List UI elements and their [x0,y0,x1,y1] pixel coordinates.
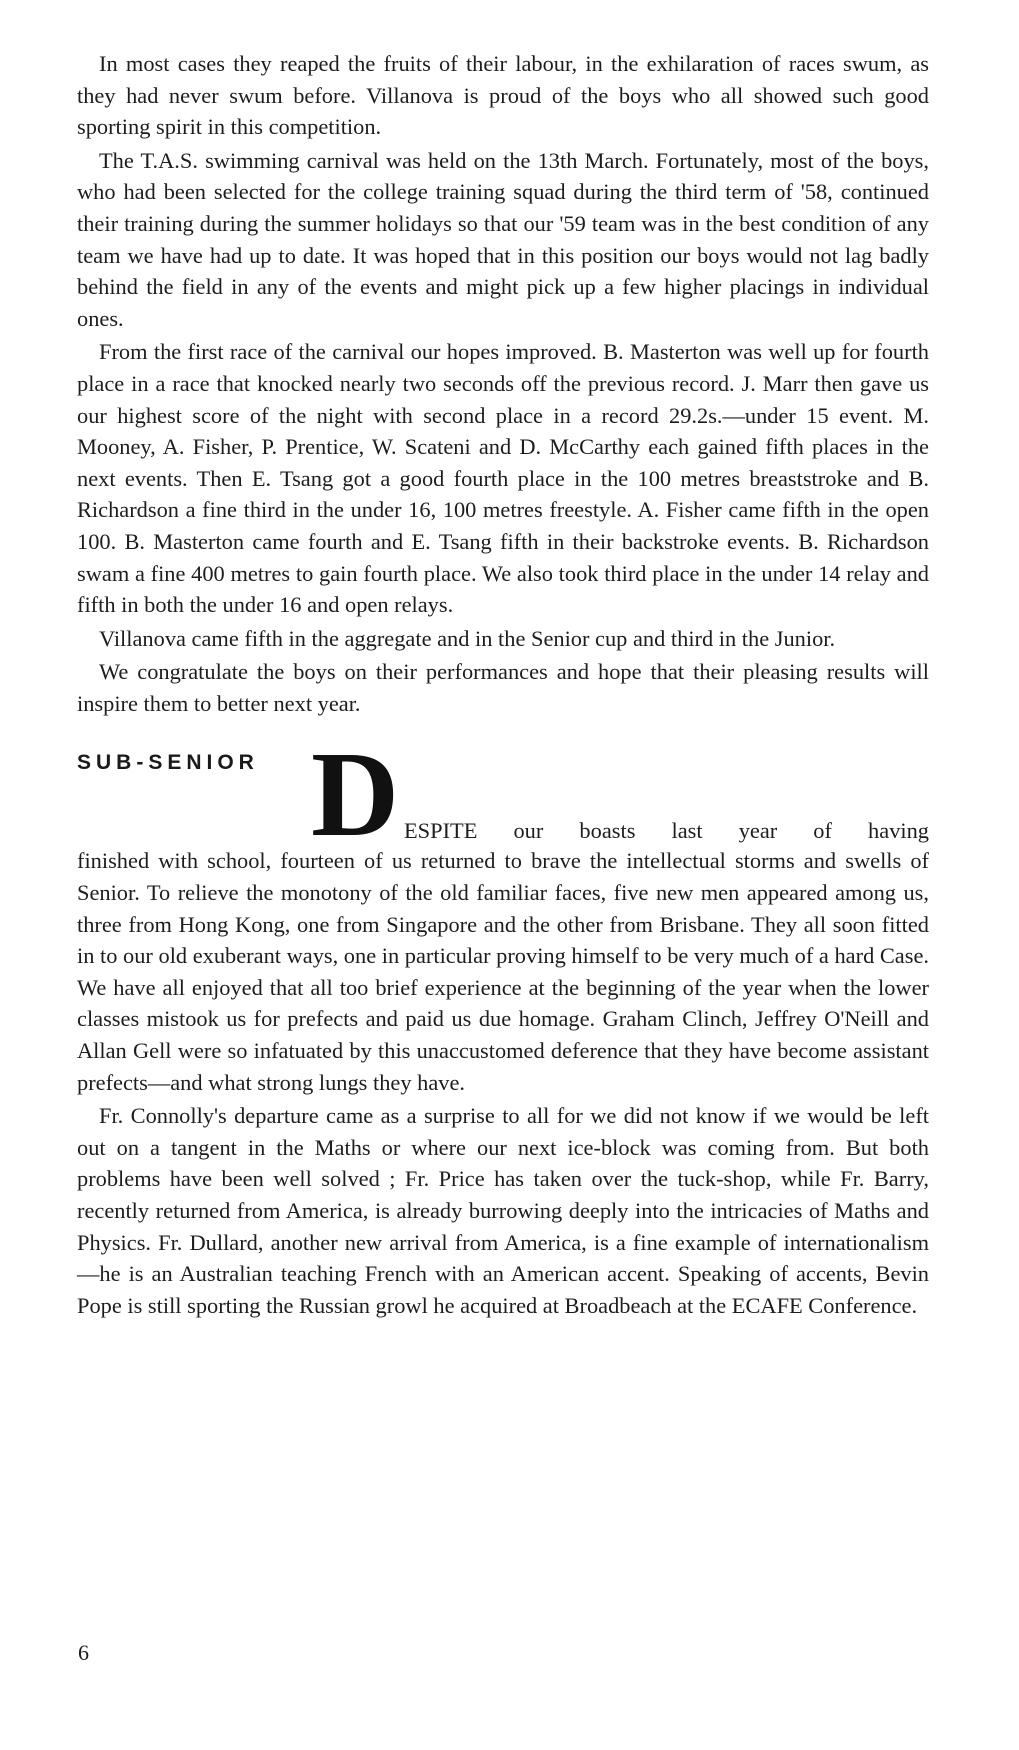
swimming-paragraph-5: We congratulate the boys on their performances and hope that their pleasing results will inspire them to better next year. [77,659,929,716]
swimming-paragraph-2: The T.A.S. swimming carnival was held on the 13th March. Fortunately, most of the boys, who had been selected for the college training squad during the third term of '58, continued their training during the summer holidays so that our '59 team was in the best condition of any team we have had up to date. It was hoped that in this position our boys would not lag badly behind the field in any of the events and might pick up a few higher placings in individual ones. [77,147,929,331]
swimming-paragraph-1: In most cases they reaped the fruits of their labour, in the exhilaration of races swum, as they had never swum before. Villanova is proud of the boys who all showed such good sporting spirit in this competition. [77,51,929,140]
drop-cap-line [77,727,929,863]
sub-senior-section [77,727,929,1321]
drop-cap-first-line: ESPITE our boasts last year of having [404,818,929,844]
page-number: 6 [78,1640,89,1665]
section-heading: SUB-SENIOR [77,751,259,775]
sub-senior-paragraph-2: Fr. Connolly's departure came as a surprise to all for we did not know if we would be left out on a tangent in the Maths or where our next ice-block was coming from. But both problems have been well solved ; Fr. Price has taken over the tuck-shop, while Fr. Barry, recently returned from America, is already burrowing deeply into the intricacies of Maths and Physics. Fr. Dullard, another new arrival from America, is a fine example of internationalism—he is an Australian teaching French with an American accent. Speaking of accents, Bevin Pope is still sporting the Russian growl he acquired at Broadbeach at the ECAFE Conference. [77,1103,929,1318]
swimming-paragraph-4: Villanova came fifth in the aggregate and in the Senior cup and third in the Junior. [99,625,836,651]
drop-cap: D [311,727,400,863]
document-page [77,48,929,1323]
sub-senior-paragraph-1: finished with school, fourteen of us returned to brave the intellectual storms and swells of Senior. To relieve the monotony of the old familiar faces, five new men appeared among us, three from Hong Kong, one from Singapore and the other from Brisbane. They all soon fitted in to our old exuberant ways, one in particular proving himself to be very much of a hard Case. We have all enjoyed that all too brief experience at the beginning of the year when the lower classes mistook us for prefects and paid us due homage. Graham Clinch, Jeffrey O'Neill and Allan Gell were so infatuated by this unaccustomed deference that they have become assistant prefects—and what strong lungs they have. [77,848,929,1095]
swimming-paragraph-3: From the first race of the carnival our hopes improved. B. Masterton was well up for fourth place in a race that knocked nearly two seconds off the previous record. J. Marr then gave us our highest score of the night with second place in a record 29.2s.—under 15 event. M. Mooney, A. Fisher, P. Prentice, W. Scateni and D. McCarthy each gained fifth places in the next events. Then E. Tsang got a good fourth place in the 100 metres breaststroke and B. Richardson a fine third in the under 16, 100 metres freestyle. A. Fisher came fifth in the open 100. B. Masterton came fourth and E. Tsang fifth in their backstroke events. B. Richardson swam a fine 400 metres to gain fourth place. We also took third place in the under 14 relay and fifth in both the under 16 and open relays. [77,339,929,618]
